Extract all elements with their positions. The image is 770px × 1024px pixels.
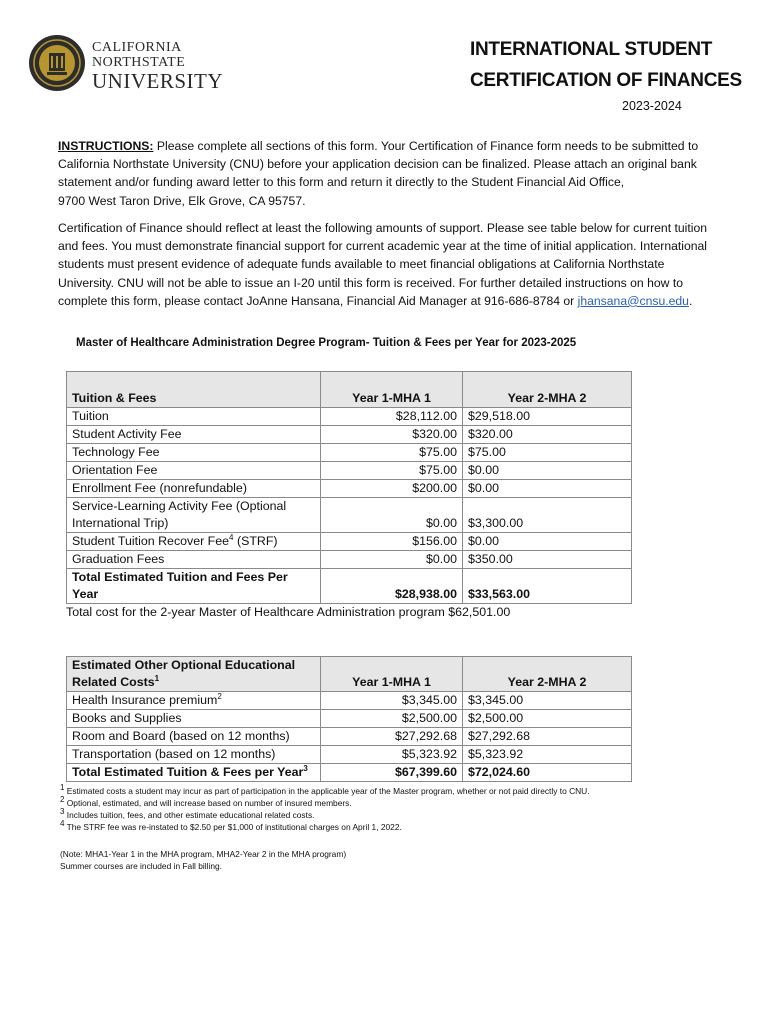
- total-label: Total Estimated Tuition and Fees Per Year: [67, 569, 321, 604]
- page-title: [470, 34, 760, 96]
- footnote-4: [60, 821, 402, 833]
- optional-header-line-1: Estimated Other Optional Educational: [72, 658, 296, 672]
- row-year-2: $2,500.00: [463, 710, 632, 728]
- row-year-2: $0.00: [463, 480, 632, 498]
- footnote-2: [60, 797, 352, 809]
- footnote-mark: 3: [60, 807, 65, 817]
- table-row: [67, 710, 632, 728]
- row-label: [67, 692, 321, 710]
- header-tuition-fees: Tuition & Fees: [67, 372, 321, 408]
- header-year-1: Year 1-MHA 1: [321, 657, 463, 692]
- row-label: Transportation (based on 12 months): [67, 746, 321, 764]
- optional-header-line-2: Related Costs: [72, 675, 155, 689]
- table-row: [67, 692, 632, 710]
- header-optional-costs: [67, 657, 321, 692]
- row-year-1: $2,500.00: [321, 710, 463, 728]
- row-year-1: $27,292.68: [321, 728, 463, 746]
- footnote-1: [60, 785, 590, 797]
- table-row: [67, 728, 632, 746]
- certification-paragraph: [58, 219, 720, 310]
- academic-year: 2023-2024: [622, 99, 682, 113]
- row-year-1: $0.00: [321, 498, 463, 533]
- row-label: Tuition: [67, 408, 321, 426]
- footnote-mark: 4: [60, 819, 65, 829]
- row-year-1: $75.00: [321, 462, 463, 480]
- program-subtitle: Master of Healthcare Administration Degree Program- Tuition & Fees per Year for 2023-2025: [76, 337, 577, 349]
- table-row: [67, 480, 632, 498]
- logo-line-2: NORTHSTATE: [92, 55, 186, 70]
- row-year-2: $0.00: [463, 533, 632, 551]
- row-year-1: $200.00: [321, 480, 463, 498]
- instructions-label: INSTRUCTIONS:: [58, 139, 154, 153]
- row-label: [67, 498, 321, 533]
- total-label: [67, 764, 321, 782]
- footnote-text: Estimated costs a student may incur as part of participation in the applicable year of the Master program, whether or not paid directly to CNU.: [64, 786, 590, 796]
- logo-line-1: CALIFORNIA: [92, 40, 182, 55]
- strf-suffix: (STRF): [233, 534, 278, 548]
- university-logo: [28, 34, 223, 94]
- table-header-row: [67, 372, 632, 408]
- table-row: [67, 444, 632, 462]
- row-label: Technology Fee: [67, 444, 321, 462]
- table-header-row: [67, 657, 632, 692]
- strf-label: Student Tuition Recover Fee: [72, 534, 230, 548]
- total-row: [67, 569, 632, 604]
- footnote-text: Optional, estimated, and will increase based on number of insured members.: [64, 798, 352, 808]
- health-footnote-mark: 2: [217, 691, 222, 701]
- footnote-text: Includes tuition, fees, and other estimate educational related costs.: [64, 810, 315, 820]
- title-line-1: INTERNATIONAL STUDENT: [470, 39, 713, 60]
- total-year-1: $28,938.00: [321, 569, 463, 604]
- instructions-paragraph: [58, 137, 720, 210]
- certification-text: Certification of Finance should reflect at least the following amounts of support. Please see table below for current tuition and fees. You must demonstrate financial support for current academic year at the time of initial application. International students must present evidence of adequate funds available to meet financial obligations at California Northstate University. CNU will not be able to issue an I-20 until this form is received. For further detailed instructions on how to complete this form, please contact JoAnne Hansana, Financial Aid Manager at 916-686-8784 or: [58, 221, 708, 308]
- total-year-2: $33,563.00: [463, 569, 632, 604]
- total-row: [67, 764, 632, 782]
- footnote-3: [60, 809, 314, 821]
- row-year-1: $156.00: [321, 533, 463, 551]
- row-year-2: $27,292.68: [463, 728, 632, 746]
- tuition-fees-table: [66, 371, 632, 604]
- email-link[interactable]: jhansana@cnsu.edu: [577, 293, 689, 308]
- table-row: [67, 533, 632, 551]
- two-year-total-cost: Total cost for the 2-year Master of Healthcare Administration program $62,501.00: [66, 605, 511, 619]
- row-label: Books and Supplies: [67, 710, 321, 728]
- optional-footnote-mark: 1: [154, 673, 160, 683]
- row-label: Orientation Fee: [67, 462, 321, 480]
- row-year-2: $75.00: [463, 444, 632, 462]
- footnote-text: The STRF fee was re-instated to $2.50 per $1,000 of institutional charges on April 1, 2022.: [64, 822, 402, 832]
- table-row: [67, 746, 632, 764]
- row-year-2: $3,300.00: [463, 498, 632, 533]
- logo-line-3: UNIVERSITY: [92, 69, 223, 93]
- header-year-1: Year 1-MHA 1: [321, 372, 463, 408]
- footnote-mark: 2: [60, 795, 65, 805]
- row-year-1: $75.00: [321, 444, 463, 462]
- office-address: 9700 West Taron Drive, Elk Grove, CA 95757.: [58, 193, 306, 208]
- total-year-2: $72,024.60: [463, 764, 632, 782]
- note-line-1: (Note: MHA1-Year 1 in the MHA program, MHA2-Year 2 in the MHA program): [60, 849, 347, 859]
- header-year-2: Year 2-MHA 2: [463, 372, 632, 408]
- row-label: [67, 533, 321, 551]
- table-row: [67, 498, 632, 533]
- table-row: [67, 551, 632, 569]
- certification-end: .: [688, 293, 693, 308]
- university-seal-icon: [28, 34, 86, 92]
- row-year-1: $0.00: [321, 551, 463, 569]
- footnote-mark: 1: [60, 783, 65, 793]
- title-line-2: CERTIFICATION OF FINANCES: [470, 70, 742, 91]
- row-label: Enrollment Fee (nonrefundable): [67, 480, 321, 498]
- row-year-2: $29,518.00: [463, 408, 632, 426]
- row-year-1: $5,323.92: [321, 746, 463, 764]
- table-row: [67, 426, 632, 444]
- total-footnote-mark: 3: [303, 763, 308, 773]
- instructions-text: Please complete all sections of this form. Your Certification of Finance form needs to be submitted to California Northstate University (CNU) before your application decision can be finalized. Please attach an original bank statement and/or funding award letter to this form and return it directly to the Student Financial Aid Office,: [58, 139, 699, 190]
- row-year-2: $5,323.92: [463, 746, 632, 764]
- row-label: Room and Board (based on 12 months): [67, 728, 321, 746]
- optional-costs-table: [66, 656, 632, 782]
- table-row: [67, 462, 632, 480]
- service-line-1: Service-Learning Activity Fee (Optional: [72, 499, 287, 513]
- note-line-2: Summer courses are included in Fall billing.: [60, 861, 222, 871]
- row-year-1: $3,345.00: [321, 692, 463, 710]
- row-year-2: $320.00: [463, 426, 632, 444]
- total-year-1: $67,399.60: [321, 764, 463, 782]
- row-year-1: $320.00: [321, 426, 463, 444]
- header-year-2: Year 2-MHA 2: [463, 657, 632, 692]
- row-label: Student Activity Fee: [67, 426, 321, 444]
- optional-total-label: Total Estimated Tuition & Fees per Year: [72, 765, 304, 779]
- row-year-1: $28,112.00: [321, 408, 463, 426]
- health-label: Health Insurance premium: [72, 693, 218, 707]
- table-row: [67, 408, 632, 426]
- row-year-2: $350.00: [463, 551, 632, 569]
- row-year-2: $3,345.00: [463, 692, 632, 710]
- strf-footnote-mark: 4: [229, 532, 234, 542]
- service-line-2: International Trip): [72, 516, 169, 530]
- row-year-2: $0.00: [463, 462, 632, 480]
- row-label: Graduation Fees: [67, 551, 321, 569]
